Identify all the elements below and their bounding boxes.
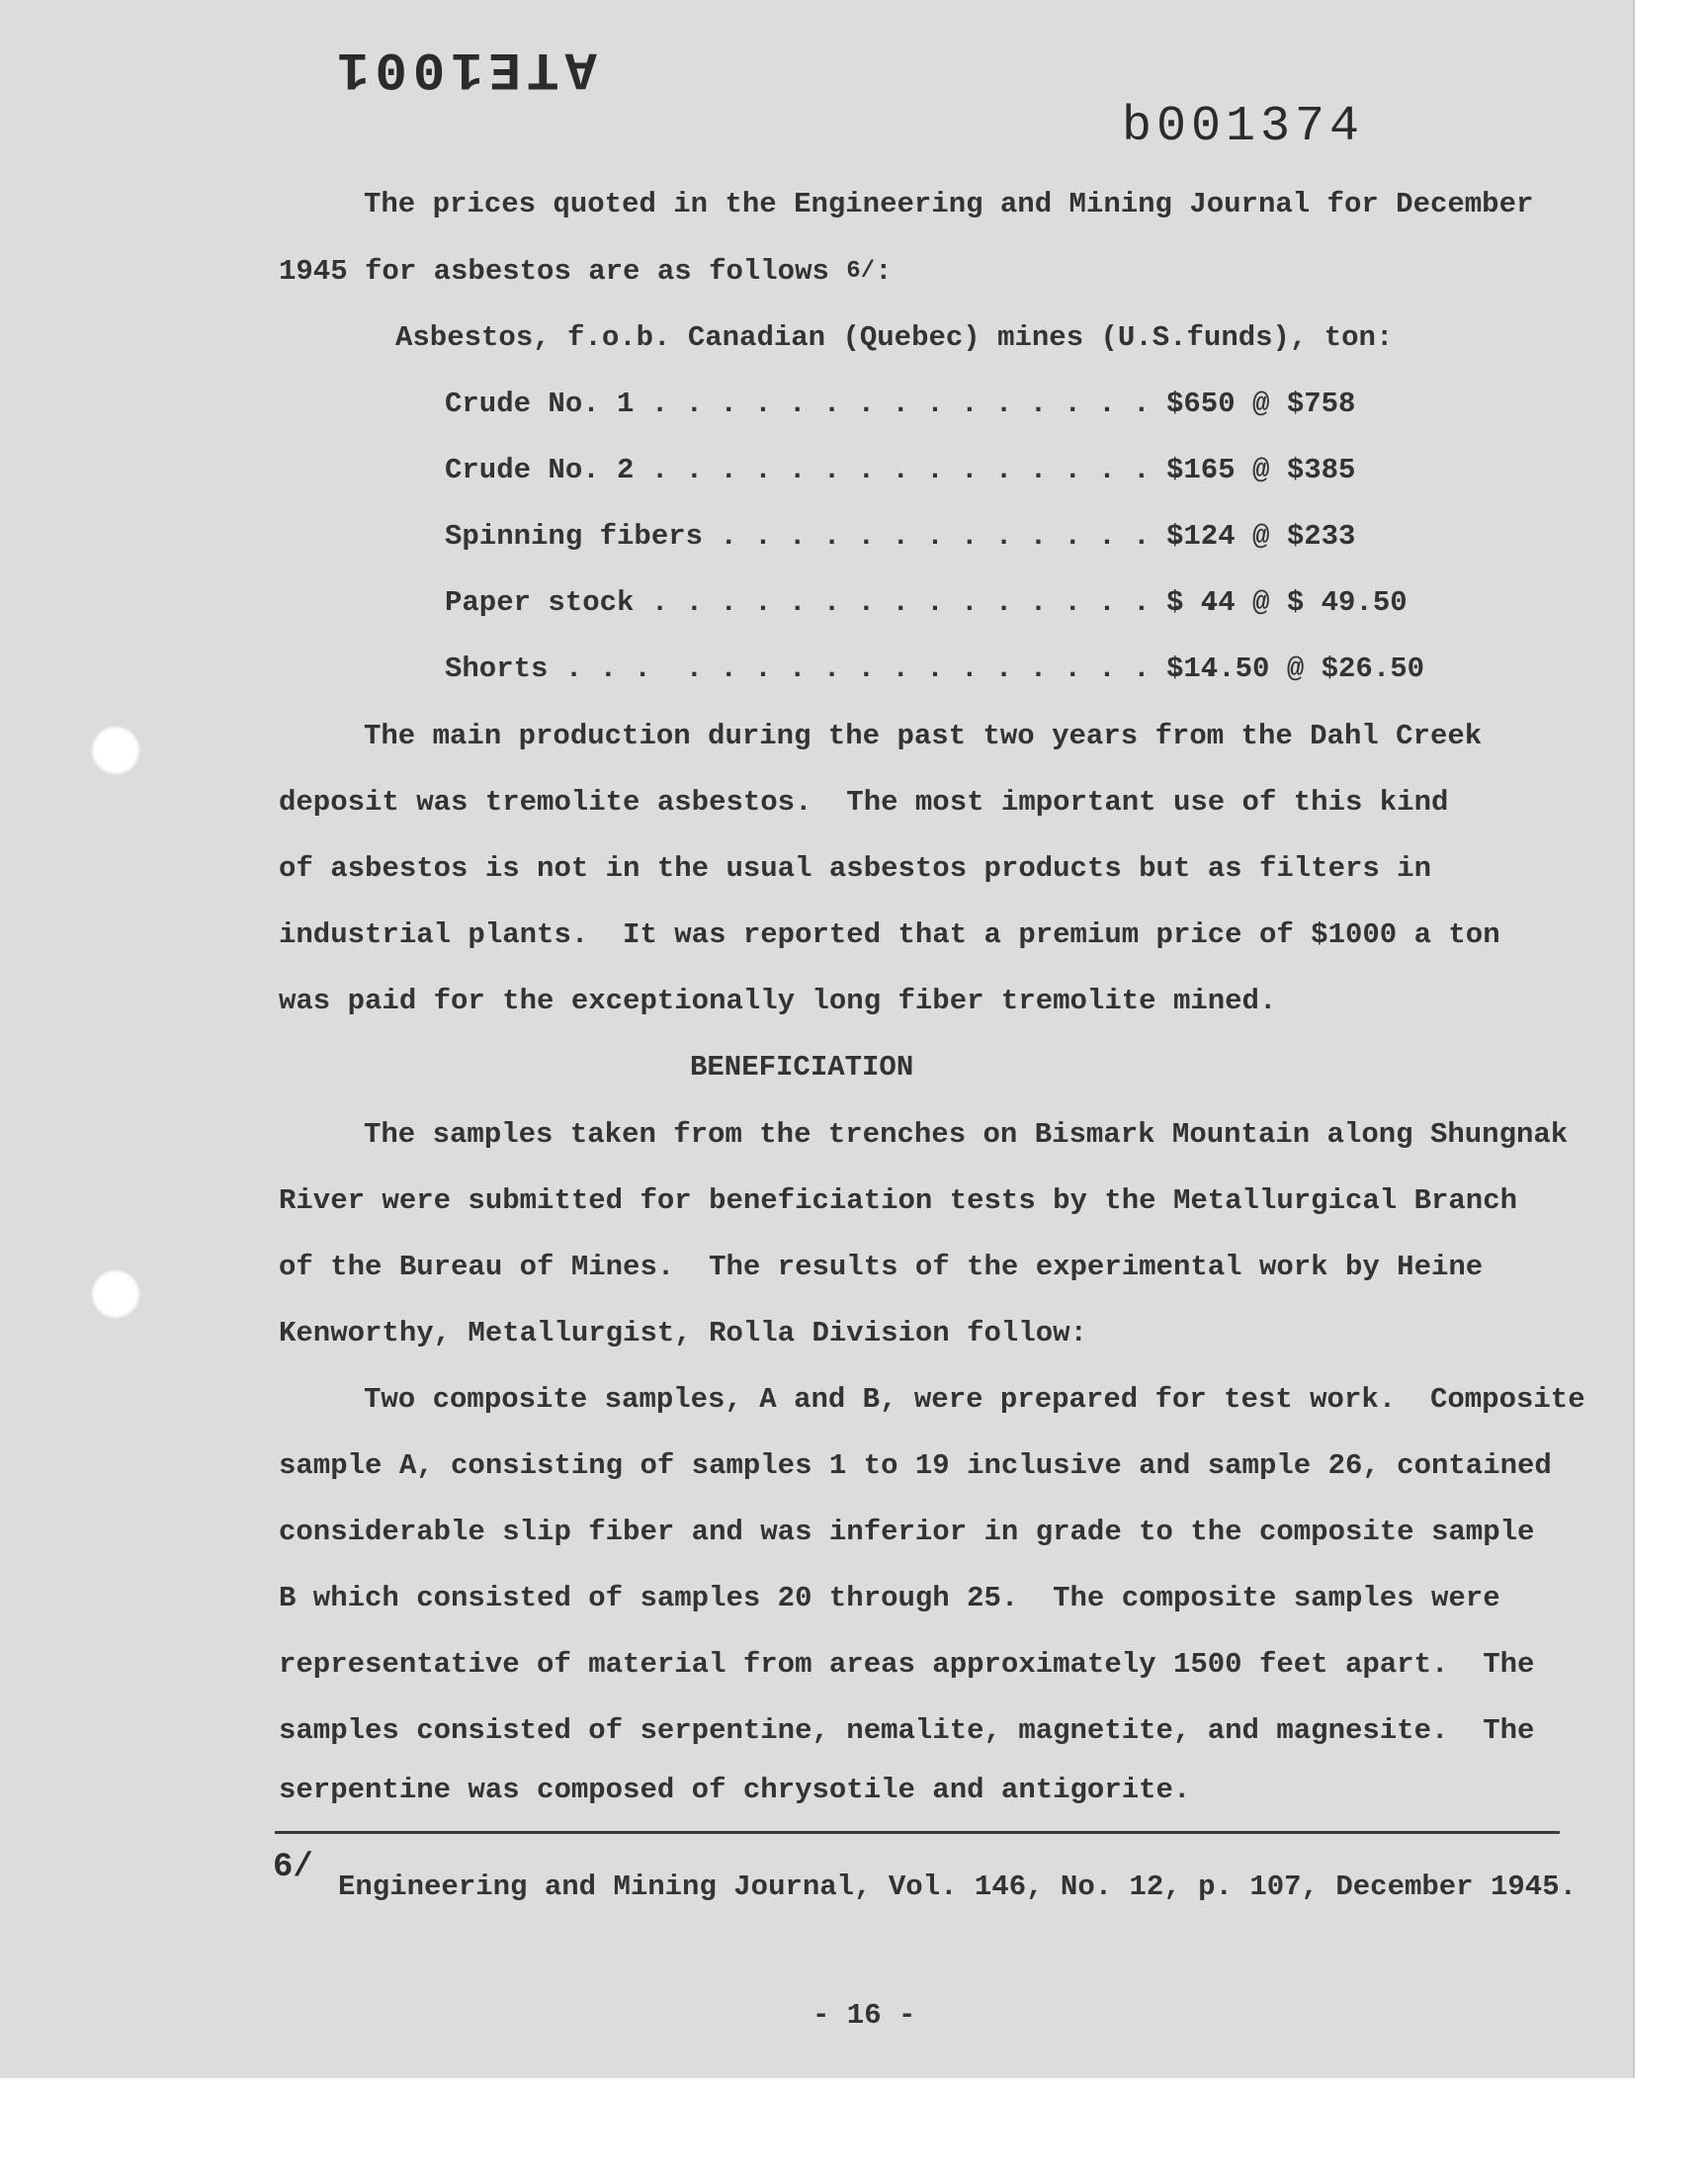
price-row-value: $ 44 @ $ 49.50 (1166, 586, 1408, 619)
composite-paragraph-line: B which consisted of samples 20 through 25. The composite samples were (279, 1582, 1500, 1614)
samples-paragraph-line: Kenworthy, Metallurgist, Rolla Division follow: (279, 1317, 1087, 1349)
intro-line-2 (279, 255, 893, 289)
footnote-reference: 6/ (846, 258, 876, 285)
samples-paragraph-line: The samples taken from the trenches on Bismark Mountain along Shungnak (364, 1118, 1569, 1151)
production-paragraph-line: industrial plants. It was reported that a premium price of $1000 a ton (279, 918, 1500, 951)
samples-paragraph-line: of the Bureau of Mines. The results of the experimental work by Heine (279, 1251, 1484, 1283)
composite-paragraph-line: representative of material from areas approximately 1500 feet apart. The (279, 1648, 1535, 1681)
composite-paragraph-line: sample A, consisting of samples 1 to 19 inclusive and sample 26, contained (279, 1449, 1552, 1482)
punch-hole-top (91, 726, 140, 775)
production-paragraph-line: was paid for the exceptionally long fiber tremolite mined. (279, 985, 1277, 1017)
composite-paragraph-line: samples consisted of serpentine, nemalite, magnetite, and magnesite. The (279, 1714, 1535, 1747)
intro-line-2-text: 1945 for asbestos are as follows (279, 255, 847, 288)
price-row-label: Paper stock . . . . . . . . . . . . . . . . . (445, 586, 1220, 619)
composite-paragraph-line: considerable slip fiber and was inferior in grade to the composite sample (279, 1516, 1535, 1548)
production-paragraph-line: of asbestos is not in the usual asbestos products but as filters in (279, 852, 1431, 885)
price-table-caption: Asbestos, f.o.b. Canadian (Quebec) mines (U.S.funds), ton: (395, 321, 1394, 354)
footnote-text: Engineering and Mining Journal, Vol. 146, No. 12, p. 107, December 1945. (338, 1870, 1578, 1903)
price-row-label: Spinning fibers . . . . . . . . . . . . . . . (445, 520, 1220, 553)
intro-line-2-tail: : (875, 255, 893, 288)
archive-stamp-top-left: ATE1001 (331, 38, 597, 98)
intro-line-1: The prices quoted in the Engineering and Mining Journal for December (364, 188, 1534, 220)
composite-paragraph-line: serpentine was composed of chrysotile and antigorite. (279, 1774, 1191, 1806)
production-paragraph-line: The main production during the past two years from the Dahl Creek (364, 720, 1483, 752)
price-row-label: Crude No. 2 . . . . . . . . . . . . . . . . . (445, 454, 1220, 486)
composite-paragraph-line: Two composite samples, A and B, were prepared for test work. Composite (364, 1383, 1585, 1416)
section-heading: BENEFICIATION (690, 1051, 914, 1084)
production-paragraph-line: deposit was tremolite asbestos. The most important use of this kind (279, 786, 1449, 819)
archive-stamp-top-right: b001374 (1122, 99, 1365, 155)
footnote-mark: 6/ (273, 1849, 313, 1886)
page-number: - 16 - (812, 1999, 916, 2032)
price-row-label: Crude No. 1 . . . . . . . . . . . . . . . . . (445, 388, 1220, 420)
price-row-value: $650 @ $758 (1166, 388, 1356, 420)
price-row-value: $14.50 @ $26.50 (1166, 652, 1425, 685)
price-row-label: Shorts . . . . . . . . . . . . . . . . . . . (445, 652, 1220, 685)
price-row-value: $124 @ $233 (1166, 520, 1356, 553)
punch-hole-bottom (91, 1269, 140, 1319)
footnote-divider (275, 1831, 1560, 1834)
samples-paragraph-line: River were submitted for beneficiation tests by the Metallurgical Branch (279, 1184, 1518, 1217)
price-row-value: $165 @ $385 (1166, 454, 1356, 486)
